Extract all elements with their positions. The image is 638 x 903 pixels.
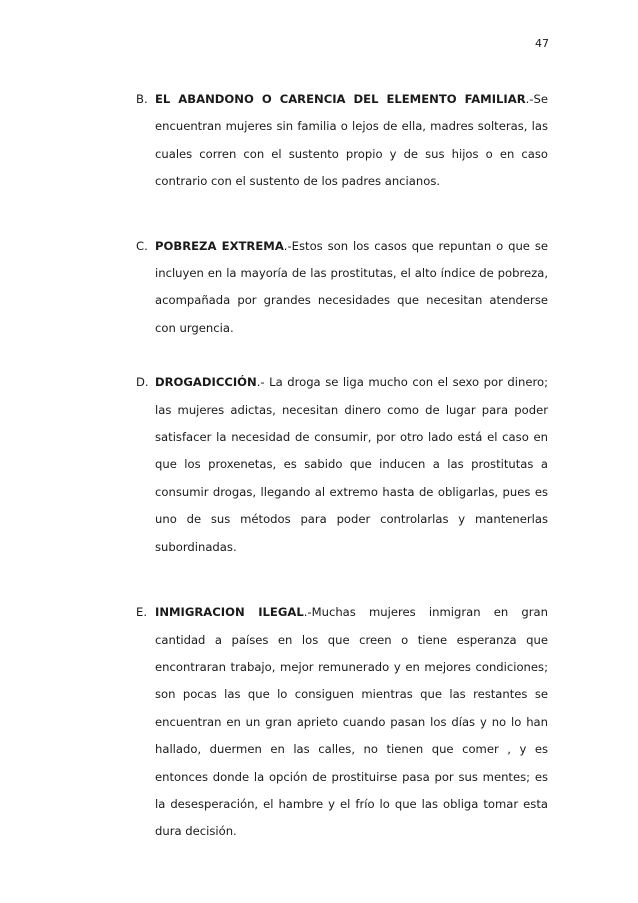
section-d	[136, 369, 548, 561]
section-paragraph	[155, 86, 548, 196]
section-letter: B.	[136, 92, 148, 106]
section-text: .-Muchas mujeres inmigran en gran cantidad a países en los que creen o tiene esperanza que encontraran trabajo, mejor remunerado y en mejores condiciones; son pocas las que lo consiguen mientras que las restantes se encuentran en un gran aprieto cuando pasan los días y no lo han hallado, duermen en las calles, no tienen que comer , y es entonces donde la opción de prostituirse pasa por sus mentes; es la desesperación, el hambre y el frío lo que las obliga tomar esta dura decisión.	[155, 605, 548, 839]
section-c	[136, 233, 548, 343]
section-heading: EL ABANDONO O CARENCIA DEL ELEMENTO FAMILIAR	[155, 92, 526, 106]
section-paragraph	[155, 599, 548, 846]
section-letter: C.	[136, 238, 148, 253]
section-heading: INMIGRACION ILEGAL	[155, 605, 304, 620]
section-e	[136, 599, 548, 846]
section-paragraph	[155, 369, 548, 561]
section-letter: D.	[136, 375, 149, 390]
document-body	[136, 86, 548, 846]
section-letter: E.	[136, 605, 148, 620]
section-heading: DROGADICCIÓN	[155, 375, 257, 390]
section-b	[136, 86, 548, 196]
section-text: .-Se encuentran mujeres sin familia o lejos de ella, madres solteras, las cuales corren con el sustento propio y de sus hijos o en caso contrario con el sustento de los padres ancianos.	[155, 92, 548, 189]
page-number: 47	[535, 37, 549, 50]
section-text: .- La droga se liga mucho con el sexo por dinero; las mujeres adictas, necesitan dinero como de lugar para poder satisfacer la necesidad de consumir, por otro lado está el caso en que los proxenetas, es sabido que inducen a las prostitutas a consumir drogas, llegando al extremo hasta de obligarlas, pues es uno de sus métodos para poder controlarlas y mantenerlas subordinadas.	[155, 375, 548, 554]
section-text: .-Estos son los casos que repuntan o que se incluyen en la mayoría de las prostitutas, el alto índice de pobreza, acompañada por grandes necesidades que necesitan atenderse con urgencia.	[155, 238, 549, 335]
section-paragraph	[155, 233, 548, 343]
section-heading: POBREZA EXTREMA	[155, 238, 284, 253]
